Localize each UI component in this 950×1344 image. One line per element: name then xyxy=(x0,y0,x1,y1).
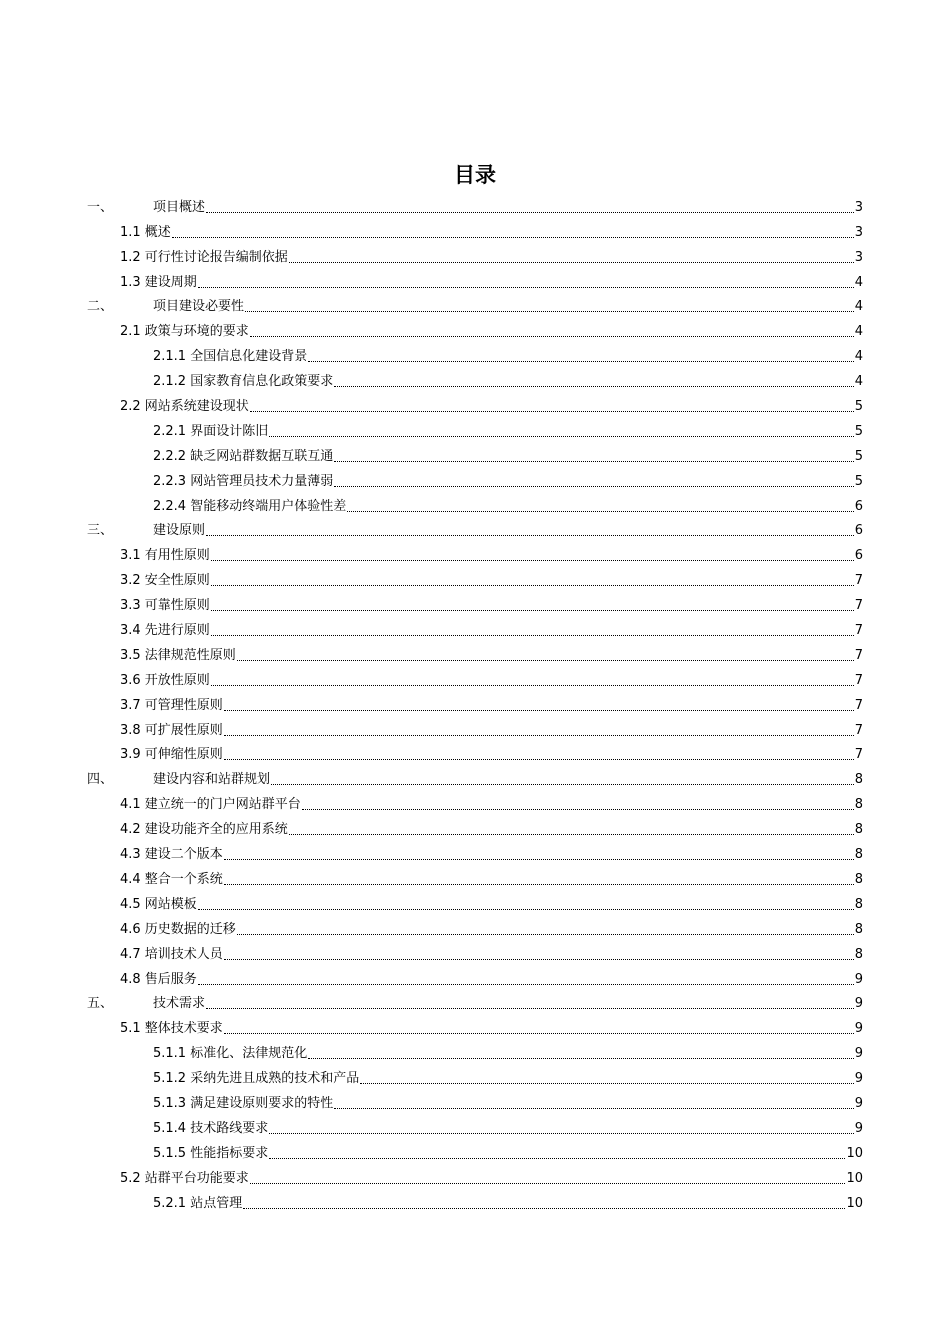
toc-dot-leader xyxy=(211,634,854,636)
toc-page-number: 3 xyxy=(854,249,863,265)
toc-entry-text: 5.1 整体技术要求 xyxy=(120,1021,223,1037)
toc-entry-label xyxy=(120,275,197,291)
toc-entry-label xyxy=(87,772,270,788)
toc-dot-leader xyxy=(334,460,854,462)
toc-entry-label xyxy=(153,1071,359,1087)
toc-page-number: 4 xyxy=(854,299,863,315)
toc-entry[interactable] xyxy=(87,515,863,540)
toc-entry-text: 3.5 法律规范性原则 xyxy=(120,647,236,663)
toc-entry[interactable] xyxy=(87,639,863,664)
toc-entry-text: 1.2 可行性讨论报告编制依据 xyxy=(120,249,288,265)
toc-entry-label xyxy=(120,797,301,813)
toc-dot-leader xyxy=(237,933,854,935)
toc-entry-label xyxy=(120,573,210,589)
toc-page-number: 8 xyxy=(854,797,863,813)
toc-page-number: 10 xyxy=(846,1145,863,1161)
toc-page-number: 9 xyxy=(854,1120,863,1136)
toc-entry-label xyxy=(120,698,223,714)
toc-page-number: 8 xyxy=(854,896,863,912)
toc-dot-leader xyxy=(224,734,854,736)
toc-entry[interactable] xyxy=(87,788,863,813)
toc-entry[interactable] xyxy=(87,589,863,614)
toc-entry-text: 2.2.4 智能移动终端用户体验性差 xyxy=(153,498,347,514)
toc-entry-text: 3.8 可扩展性原则 xyxy=(120,722,223,738)
toc-dot-leader xyxy=(250,1182,846,1184)
toc-page-number: 7 xyxy=(854,647,863,663)
toc-entry-label xyxy=(120,947,223,963)
toc-entry-number: 五、 xyxy=(87,996,114,1012)
toc-dot-leader xyxy=(289,261,854,263)
toc-entry[interactable] xyxy=(87,1187,863,1212)
toc-page-number: 10 xyxy=(846,1195,863,1211)
toc-dot-leader xyxy=(269,435,854,437)
toc-entry[interactable] xyxy=(87,415,863,440)
toc-page-number: 5 xyxy=(854,448,863,464)
toc-entry[interactable] xyxy=(87,689,863,714)
toc-entry-text: 4.4 整合一个系统 xyxy=(120,871,223,887)
toc-entry-label xyxy=(120,399,249,415)
toc-entry-text: 4.7 培训技术人员 xyxy=(120,946,223,962)
toc-dot-leader xyxy=(211,684,854,686)
toc-entry-text: 3.4 先进行原则 xyxy=(120,623,210,639)
toc-entry-text: 3.6 开放性原则 xyxy=(120,672,210,688)
toc-list xyxy=(87,191,863,1212)
toc-dot-leader xyxy=(334,1107,854,1109)
toc-entry-label xyxy=(87,200,205,216)
toc-entry[interactable] xyxy=(87,763,863,788)
toc-entry-number: 三、 xyxy=(87,523,114,539)
toc-entry-label xyxy=(87,523,205,539)
toc-dot-leader xyxy=(224,883,854,885)
toc-entry-text: 3.1 有用性原则 xyxy=(120,548,210,564)
toc-entry-number: 一、 xyxy=(87,199,114,215)
toc-entry-text: 4.8 售后服务 xyxy=(120,971,197,987)
toc-title: 目录 xyxy=(454,163,496,187)
toc-entry-text: 技术需求 xyxy=(153,996,206,1012)
toc-entry-text: 3.2 安全性原则 xyxy=(120,573,210,589)
toc-entry-label xyxy=(120,648,236,664)
toc-entry-label xyxy=(153,449,333,465)
toc-page-number: 9 xyxy=(854,996,863,1012)
toc-entry-label xyxy=(120,225,171,241)
toc-dot-leader xyxy=(347,510,854,512)
toc-dot-leader xyxy=(334,485,854,487)
toc-dot-leader xyxy=(211,609,854,611)
toc-dot-leader xyxy=(269,1157,845,1159)
toc-entry-text: 4.5 网站模板 xyxy=(120,896,197,912)
toc-entry[interactable] xyxy=(87,539,863,564)
toc-entry[interactable] xyxy=(87,963,863,988)
toc-page-number: 4 xyxy=(854,374,863,390)
toc-entry-text: 2.2.1 界面设计陈旧 xyxy=(153,423,269,439)
toc-entry-number: 四、 xyxy=(87,772,114,788)
toc-page-number: 4 xyxy=(854,274,863,290)
toc-entry-text: 2.1.2 国家教育信息化政策要求 xyxy=(153,374,334,390)
toc-page-number: 4 xyxy=(854,324,863,340)
toc-entry[interactable] xyxy=(87,365,863,390)
toc-page-number: 7 xyxy=(854,697,863,713)
toc-page-number: 10 xyxy=(846,1170,863,1186)
toc-dot-leader xyxy=(289,833,854,835)
toc-page-number: 8 xyxy=(854,871,863,887)
toc-entry-text: 5.1.4 技术路线要求 xyxy=(153,1120,269,1136)
toc-page-number: 7 xyxy=(854,623,863,639)
toc-page-number: 3 xyxy=(854,199,863,215)
toc-page-number: 6 xyxy=(854,498,863,514)
toc-entry-text: 3.7 可管理性原则 xyxy=(120,697,223,713)
toc-page-number: 5 xyxy=(854,423,863,439)
toc-entry-text: 2.1 政策与环境的要求 xyxy=(120,324,249,340)
toc-page-number: 9 xyxy=(854,1071,863,1087)
toc-entry[interactable] xyxy=(87,216,863,241)
toc-entry-text: 4.2 建设功能齐全的应用系统 xyxy=(120,822,288,838)
toc-entry-text: 2.2.3 网站管理员技术力量薄弱 xyxy=(153,473,334,489)
toc-dot-leader xyxy=(198,983,854,985)
toc-entry-text: 4.1 建立统一的门户网站群平台 xyxy=(120,797,301,813)
toc-entry-text: 4.3 建设二个版本 xyxy=(120,847,223,863)
toc-entry-text: 3.3 可靠性原则 xyxy=(120,598,210,614)
toc-entry[interactable] xyxy=(87,266,863,291)
toc-entry-text: 5.1.2 采纳先进且成熟的技术和产品 xyxy=(153,1071,360,1087)
toc-entry[interactable] xyxy=(87,714,863,739)
toc-entry-label xyxy=(153,499,346,515)
toc-entry-number: 二、 xyxy=(87,299,114,315)
toc-entry-text: 项目建设必要性 xyxy=(153,299,245,315)
toc-entry-label xyxy=(153,474,333,490)
toc-entry[interactable] xyxy=(87,440,863,465)
toc-entry-text: 2.2 网站系统建设现状 xyxy=(120,399,249,415)
toc-entry-label xyxy=(153,1121,268,1137)
toc-entry-label xyxy=(120,897,197,913)
toc-entry-text: 5.1.3 满足建设原则要求的特性 xyxy=(153,1095,334,1111)
toc-entry-text: 5.1.5 性能指标要求 xyxy=(153,1145,269,1161)
toc-entry-text: 1.1 概述 xyxy=(120,224,171,240)
toc-entry-label xyxy=(120,623,210,639)
toc-dot-leader xyxy=(269,1132,854,1134)
toc-entry-label xyxy=(120,548,210,564)
toc-entry[interactable] xyxy=(87,888,863,913)
toc-entry-text: 建设原则 xyxy=(153,523,206,539)
toc-entry-label xyxy=(153,1046,307,1062)
toc-dot-leader xyxy=(198,286,854,288)
toc-entry-text: 5.2.1 站点管理 xyxy=(153,1195,243,1211)
toc-entry-label xyxy=(153,1146,268,1162)
toc-page-number: 5 xyxy=(854,399,863,415)
toc-entry-text: 5.1.1 标准化、法律规范化 xyxy=(153,1046,308,1062)
toc-dot-leader xyxy=(206,1007,854,1009)
toc-dot-leader xyxy=(250,335,854,337)
toc-page-number: 6 xyxy=(854,523,863,539)
toc-dot-leader xyxy=(237,659,854,661)
toc-entry[interactable] xyxy=(87,938,863,963)
toc-dot-leader xyxy=(334,385,854,387)
toc-page-number: 9 xyxy=(854,1046,863,1062)
toc-dot-leader xyxy=(224,958,854,960)
toc-entry[interactable] xyxy=(87,1137,863,1162)
toc-entry[interactable] xyxy=(87,664,863,689)
toc-dot-leader xyxy=(308,1057,854,1059)
toc-page-number: 4 xyxy=(854,349,863,365)
toc-entry-label xyxy=(120,598,210,614)
toc-entry[interactable] xyxy=(87,1037,863,1062)
toc-entry-text: 2.2.2 缺乏网站群数据互联互通 xyxy=(153,448,334,464)
toc-page-number: 5 xyxy=(854,473,863,489)
toc-entry[interactable] xyxy=(87,564,863,589)
toc-entry[interactable] xyxy=(87,340,863,365)
toc-entry-label xyxy=(87,996,205,1012)
toc-entry[interactable] xyxy=(87,863,863,888)
toc-entry[interactable] xyxy=(87,813,863,838)
toc-entry[interactable] xyxy=(87,191,863,216)
toc-entry-label xyxy=(153,1196,242,1212)
toc-entry-label xyxy=(120,872,223,888)
toc-dot-leader xyxy=(360,1082,854,1084)
toc-dot-leader xyxy=(211,584,854,586)
toc-entry[interactable] xyxy=(87,390,863,415)
toc-page-number: 8 xyxy=(854,946,863,962)
toc-entry-text: 1.3 建设周期 xyxy=(120,274,197,290)
toc-dot-leader xyxy=(172,236,854,238)
toc-entry-label xyxy=(120,747,223,763)
toc-entry-text: 2.1.1 全国信息化建设背景 xyxy=(153,349,308,365)
toc-entry-label xyxy=(120,972,197,988)
toc-page-number: 7 xyxy=(854,722,863,738)
toc-page-number: 7 xyxy=(854,598,863,614)
toc-entry-label xyxy=(153,349,307,365)
toc-dot-leader xyxy=(206,534,854,536)
toc-page-number: 7 xyxy=(854,747,863,763)
toc-dot-leader xyxy=(250,410,854,412)
toc-entry-label xyxy=(120,250,288,266)
toc-page-number: 8 xyxy=(854,822,863,838)
toc-entry-label xyxy=(153,1096,333,1112)
toc-entry-text: 项目概述 xyxy=(153,199,206,215)
toc-entry-label xyxy=(153,374,333,390)
toc-entry-label xyxy=(120,822,288,838)
toc-dot-leader xyxy=(224,1032,854,1034)
toc-dot-leader xyxy=(206,211,854,213)
toc-entry[interactable] xyxy=(87,1162,863,1187)
toc-entry-label xyxy=(120,673,210,689)
toc-entry[interactable] xyxy=(87,614,863,639)
toc-entry-label xyxy=(120,324,249,340)
toc-page-number: 7 xyxy=(854,573,863,589)
toc-entry-label xyxy=(87,299,244,315)
toc-entry[interactable] xyxy=(87,1112,863,1137)
toc-dot-leader xyxy=(271,783,854,785)
toc-dot-leader xyxy=(198,908,854,910)
toc-entry-text: 建设内容和站群规划 xyxy=(153,772,271,788)
toc-page-number: 3 xyxy=(854,224,863,240)
toc-entry[interactable] xyxy=(87,988,863,1013)
toc-page-number: 9 xyxy=(854,1095,863,1111)
toc-dot-leader xyxy=(224,709,854,711)
toc-entry[interactable] xyxy=(87,1012,863,1037)
toc-entry-label xyxy=(120,1171,249,1187)
toc-page-number: 8 xyxy=(854,847,863,863)
toc-entry[interactable] xyxy=(87,739,863,764)
toc-entry[interactable] xyxy=(87,315,863,340)
toc-dot-leader xyxy=(245,310,854,312)
toc-page-number: 8 xyxy=(854,772,863,788)
toc-dot-leader xyxy=(224,858,854,860)
toc-entry[interactable] xyxy=(87,913,863,938)
toc-entry[interactable] xyxy=(87,490,863,515)
toc-dot-leader xyxy=(224,758,854,760)
toc-entry-label xyxy=(153,424,268,440)
toc-entry[interactable] xyxy=(87,291,863,316)
toc-page-number: 8 xyxy=(854,921,863,937)
toc-page-number: 9 xyxy=(854,971,863,987)
toc-dot-leader xyxy=(302,808,854,810)
toc-entry-label xyxy=(120,922,236,938)
toc-dot-leader xyxy=(308,360,854,362)
toc-entry[interactable] xyxy=(87,465,863,490)
toc-entry[interactable] xyxy=(87,241,863,266)
toc-entry[interactable] xyxy=(87,1087,863,1112)
toc-entry[interactable] xyxy=(87,838,863,863)
toc-entry[interactable] xyxy=(87,1062,863,1087)
toc-page-number: 6 xyxy=(854,548,863,564)
toc-page-number: 7 xyxy=(854,672,863,688)
toc-page-number: 9 xyxy=(854,1021,863,1037)
toc-entry-text: 4.6 历史数据的迁移 xyxy=(120,921,236,937)
toc-entry-text: 3.9 可伸缩性原则 xyxy=(120,747,223,763)
toc-entry-label xyxy=(120,1021,223,1037)
toc-entry-text: 5.2 站群平台功能要求 xyxy=(120,1170,249,1186)
toc-dot-leader xyxy=(211,559,854,561)
toc-entry-label xyxy=(120,847,223,863)
toc-entry-label xyxy=(120,723,223,739)
toc-dot-leader xyxy=(243,1207,845,1209)
